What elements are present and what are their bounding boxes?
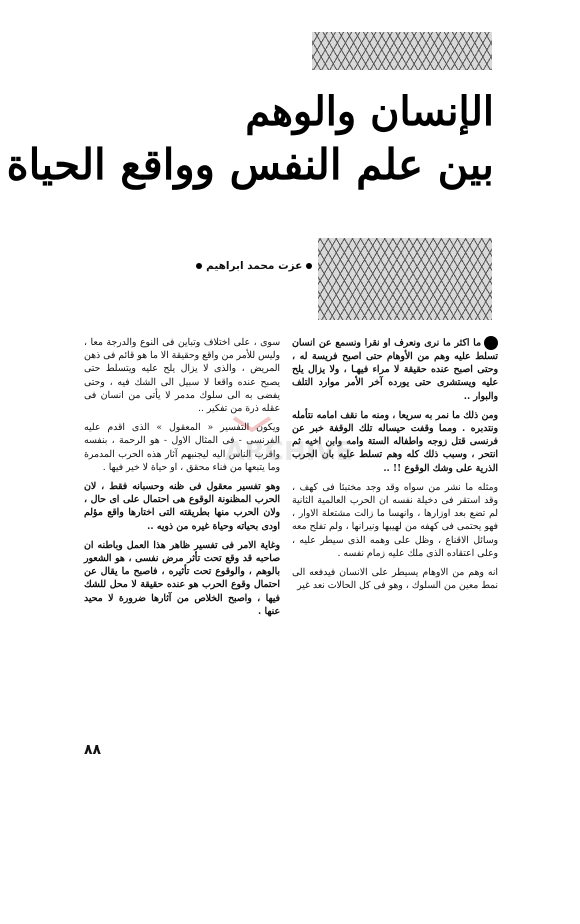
article-title-line-2: بين علم النفس وواقع الحياة bbox=[6, 140, 494, 189]
paragraph: انه وهم من الاوهام يسيطر على الانسان فيدفعه الى نمط معين من السلوك ، وهو فى كل الحالات نعد غير bbox=[292, 567, 498, 592]
bullet-icon bbox=[196, 263, 202, 269]
paragraph: وغاية الامر فى تفسير ظاهر هذا العمل وباطنه ان صاحبه قد وقع تحت تأثر مرض نفسى ، هو الشعور بالوهم ، والوقوع تحت تأثيره ، فاصبح ما يقال عن احتمال وقوع الحرب هو عنده حقيقة لا محل للشك فيها ، واصبح الخلاص من آثارها ضرورة لا محيد عنها . bbox=[84, 539, 280, 617]
article-column-left bbox=[84, 336, 280, 624]
paragraph: ومن ذلك ما نمر به سريعا ، ومنه ما نقف امامه نتأمله ونتدبره . ومما وقفت حيساله تلك الوقفة خبر عن فرنسى قتل زوجه واطفاله الستة وامه وابن اخيه ثم انتحر ، وسبب ذلك كله وهم تسلط عليه بان الحرب الذرية على وشك الوقوع !! .. bbox=[292, 409, 498, 474]
author-name: عزت محمد ابراهيم bbox=[206, 260, 303, 272]
paragraph: وهو تفسير معقول فى ظنه وحسبانه فقط ، لان الحرب المظنونة الوقوع هى احتمال على اى حال ، ولان الحرب منها بطريقته التى اختارها واقع مؤلم اودى بحياته وحياة غيره من ذويه .. bbox=[84, 481, 280, 532]
article-title-line-1: الإنسان والوهم bbox=[245, 88, 494, 135]
svg-text:ARCHIVE: ARCHIVE bbox=[224, 437, 354, 467]
bullet-icon bbox=[306, 263, 312, 269]
article-column-right bbox=[292, 336, 498, 598]
decorative-pattern-middle bbox=[318, 238, 492, 320]
paragraph: ما اكثر ما نرى ونعرف او نقرا ونسمع عن انسان تسلط عليه وهم من الأوهام حتى اصبح فريسة له ، وحتى اصبح عنده حقيقة لا مراء فيهـا ، ولا يزال يلح عليه ويستشرى حتى يورده آخر الأمر موارد التلف والبوار .. bbox=[292, 337, 498, 402]
paragraph: سوى ، على اختلاف وتباين فى النوع والدرجة معا ، وليس للأمر من واقع وحقيقة الا ما هو قائم فى ذهن المريض ، والذى لا يزال يلح عليه ويتسلط حتى يصبح عنده واقعا لا سبيل الى الشك فيه ، وحتى يفضى به الى سلوك مدمر لا يأتى من انسان فى عقله ذرة من تفكير .. bbox=[84, 337, 280, 415]
paragraph: ويكون التفسير « المعقول » الذى اقدم عليه الفرنسى - فى المثال الاول - هو الرحمة ، بنفسه واقرب الناس اليه ليجنبهم آثار هذه الحرب المدمرة وما يتبعها من فناء محقق ، او حياة لا خير فيها . bbox=[84, 422, 280, 473]
paragraph-start-dot-icon bbox=[484, 336, 498, 350]
author-byline bbox=[140, 260, 312, 272]
decorative-pattern-top bbox=[312, 32, 492, 70]
page-number: ٨٨ bbox=[84, 742, 102, 758]
paragraph: ومثله ما نشر من سواه وقد وجد مختبئا فى كهف ، وقد استقر فى دخيلة نفسه ان الحرب العالمية الثانية لم تضع بعد اوزارها ، وانهسا ما زالت مشتعلة الاوار ، فهو يحتمى فى كهفه من لهيبها ونيرانها ، ولم تفلح معه وسائل الاقناع ، وظل على وهمه الذى سيطر عليه ، وعلى اعتقاده الذى ملك عليه زمام نفسه . bbox=[292, 481, 498, 559]
